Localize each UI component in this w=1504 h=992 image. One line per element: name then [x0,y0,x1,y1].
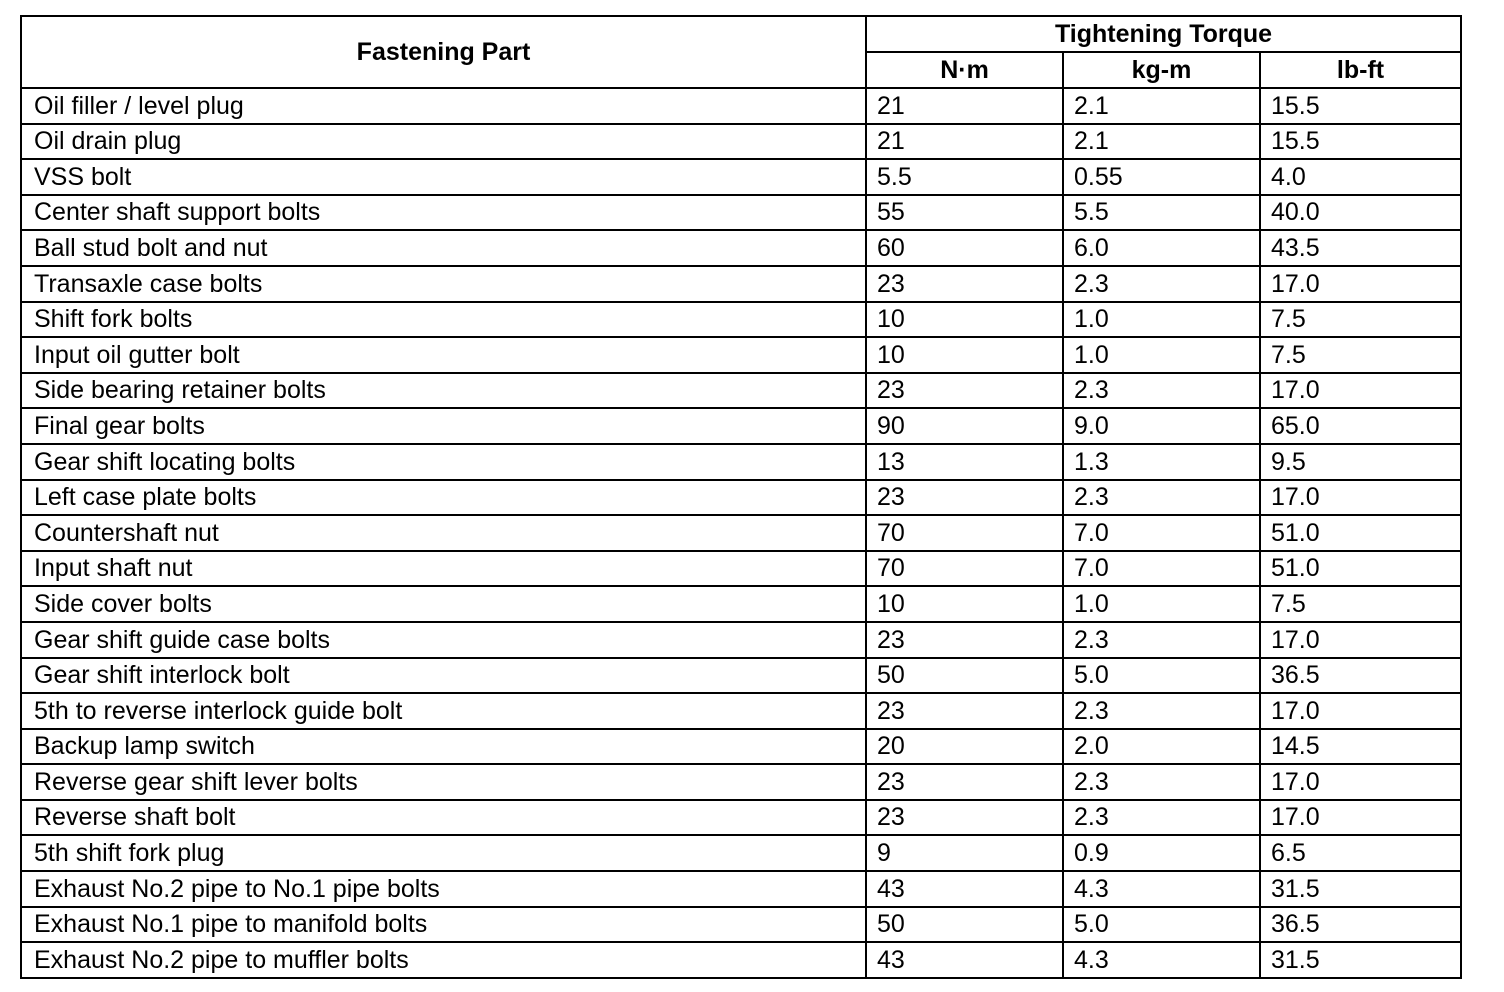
cell-torque-nm: 70 [866,515,1063,551]
header-unit-nm: N·m [866,52,1063,88]
cell-torque-kgm: 2.3 [1063,622,1260,658]
cell-torque-kgm: 2.3 [1063,266,1260,302]
cell-torque-lbft: 31.5 [1260,942,1461,978]
cell-fastening-part: Shift fork bolts [21,302,866,338]
cell-torque-kgm: 7.0 [1063,551,1260,587]
cell-torque-kgm: 2.1 [1063,88,1260,124]
cell-torque-nm: 70 [866,551,1063,587]
cell-torque-lbft: 17.0 [1260,266,1461,302]
cell-torque-nm: 20 [866,729,1063,765]
cell-torque-nm: 23 [866,480,1063,516]
table-row [21,871,1461,907]
table-row [21,942,1461,978]
cell-fastening-part: Transaxle case bolts [21,266,866,302]
cell-fastening-part: Countershaft nut [21,515,866,551]
cell-torque-lbft: 7.5 [1260,586,1461,622]
table-row [21,266,1461,302]
table-row [21,764,1461,800]
cell-torque-nm: 23 [866,622,1063,658]
cell-fastening-part: Oil drain plug [21,124,866,160]
cell-torque-kgm: 1.0 [1063,586,1260,622]
cell-fastening-part: Center shaft support bolts [21,195,866,231]
table-row [21,373,1461,409]
cell-fastening-part: Input shaft nut [21,551,866,587]
cell-torque-nm: 43 [866,942,1063,978]
header-fastening-part: Fastening Part [21,16,866,88]
cell-torque-nm: 23 [866,373,1063,409]
table-row [21,622,1461,658]
cell-torque-kgm: 5.0 [1063,658,1260,694]
torque-specification-table [20,15,1462,979]
table-row [21,907,1461,943]
cell-torque-nm: 55 [866,195,1063,231]
cell-torque-lbft: 17.0 [1260,800,1461,836]
table-row [21,480,1461,516]
cell-torque-nm: 5.5 [866,159,1063,195]
cell-fastening-part: Gear shift interlock bolt [21,658,866,694]
header-row-group [21,16,1461,52]
cell-torque-kgm: 2.3 [1063,764,1260,800]
table-row [21,230,1461,266]
cell-fastening-part: Input oil gutter bolt [21,337,866,373]
table-row [21,88,1461,124]
cell-torque-kgm: 1.0 [1063,302,1260,338]
cell-torque-lbft: 4.0 [1260,159,1461,195]
cell-torque-kgm: 1.0 [1063,337,1260,373]
cell-torque-kgm: 5.5 [1063,195,1260,231]
cell-fastening-part: Exhaust No.1 pipe to manifold bolts [21,907,866,943]
cell-torque-lbft: 14.5 [1260,729,1461,765]
cell-torque-nm: 23 [866,764,1063,800]
cell-torque-nm: 9 [866,835,1063,871]
cell-torque-lbft: 9.5 [1260,444,1461,480]
cell-torque-lbft: 51.0 [1260,551,1461,587]
cell-torque-nm: 90 [866,408,1063,444]
table-row [21,302,1461,338]
cell-fastening-part: Backup lamp switch [21,729,866,765]
table-row [21,835,1461,871]
cell-torque-lbft: 40.0 [1260,195,1461,231]
header-unit-lbft: lb-ft [1260,52,1461,88]
cell-torque-lbft: 17.0 [1260,764,1461,800]
cell-torque-nm: 21 [866,88,1063,124]
table-row [21,515,1461,551]
cell-torque-kgm: 2.1 [1063,124,1260,160]
cell-fastening-part: Final gear bolts [21,408,866,444]
cell-torque-lbft: 17.0 [1260,693,1461,729]
cell-fastening-part: 5th to reverse interlock guide bolt [21,693,866,729]
cell-torque-lbft: 36.5 [1260,907,1461,943]
cell-torque-nm: 60 [866,230,1063,266]
table-row [21,586,1461,622]
cell-torque-nm: 23 [866,266,1063,302]
cell-fastening-part: Gear shift locating bolts [21,444,866,480]
cell-torque-nm: 50 [866,907,1063,943]
cell-fastening-part: Left case plate bolts [21,480,866,516]
cell-fastening-part: Side bearing retainer bolts [21,373,866,409]
table-row [21,444,1461,480]
header-unit-kgm: kg-m [1063,52,1260,88]
cell-fastening-part: Oil filler / level plug [21,88,866,124]
table-row [21,159,1461,195]
cell-torque-nm: 21 [866,124,1063,160]
cell-fastening-part: Ball stud bolt and nut [21,230,866,266]
cell-torque-lbft: 17.0 [1260,480,1461,516]
cell-torque-nm: 43 [866,871,1063,907]
cell-torque-kgm: 2.0 [1063,729,1260,765]
cell-torque-kgm: 2.3 [1063,373,1260,409]
table-row [21,658,1461,694]
table-row [21,729,1461,765]
cell-torque-lbft: 36.5 [1260,658,1461,694]
cell-torque-lbft: 6.5 [1260,835,1461,871]
cell-torque-lbft: 65.0 [1260,408,1461,444]
cell-torque-lbft: 7.5 [1260,302,1461,338]
cell-torque-lbft: 17.0 [1260,622,1461,658]
cell-torque-lbft: 51.0 [1260,515,1461,551]
cell-fastening-part: Exhaust No.2 pipe to muffler bolts [21,942,866,978]
cell-torque-lbft: 7.5 [1260,337,1461,373]
cell-torque-kgm: 0.55 [1063,159,1260,195]
cell-torque-kgm: 2.3 [1063,693,1260,729]
cell-torque-lbft: 31.5 [1260,871,1461,907]
cell-torque-kgm: 4.3 [1063,871,1260,907]
table-row [21,337,1461,373]
cell-torque-kgm: 9.0 [1063,408,1260,444]
cell-torque-nm: 10 [866,337,1063,373]
cell-torque-nm: 23 [866,800,1063,836]
cell-torque-kgm: 0.9 [1063,835,1260,871]
cell-torque-kgm: 2.3 [1063,800,1260,836]
table-row [21,124,1461,160]
cell-torque-lbft: 15.5 [1260,124,1461,160]
cell-torque-nm: 23 [866,693,1063,729]
table-row [21,551,1461,587]
table-row [21,195,1461,231]
cell-torque-kgm: 7.0 [1063,515,1260,551]
cell-fastening-part: Exhaust No.2 pipe to No.1 pipe bolts [21,871,866,907]
cell-torque-nm: 10 [866,586,1063,622]
cell-fastening-part: Reverse gear shift lever bolts [21,764,866,800]
cell-torque-kgm: 2.3 [1063,480,1260,516]
cell-torque-lbft: 15.5 [1260,88,1461,124]
table-row [21,800,1461,836]
cell-torque-nm: 50 [866,658,1063,694]
cell-torque-kgm: 5.0 [1063,907,1260,943]
cell-torque-lbft: 17.0 [1260,373,1461,409]
cell-torque-kgm: 1.3 [1063,444,1260,480]
table-header [21,16,1461,88]
cell-fastening-part: Gear shift guide case bolts [21,622,866,658]
table-body [21,88,1461,978]
cell-torque-nm: 10 [866,302,1063,338]
cell-fastening-part: Side cover bolts [21,586,866,622]
table-row [21,408,1461,444]
cell-torque-nm: 13 [866,444,1063,480]
cell-fastening-part: VSS bolt [21,159,866,195]
cell-fastening-part: Reverse shaft bolt [21,800,866,836]
cell-torque-kgm: 4.3 [1063,942,1260,978]
cell-torque-lbft: 43.5 [1260,230,1461,266]
cell-torque-kgm: 6.0 [1063,230,1260,266]
cell-fastening-part: 5th shift fork plug [21,835,866,871]
header-tightening-torque: Tightening Torque [866,16,1461,52]
table-row [21,693,1461,729]
